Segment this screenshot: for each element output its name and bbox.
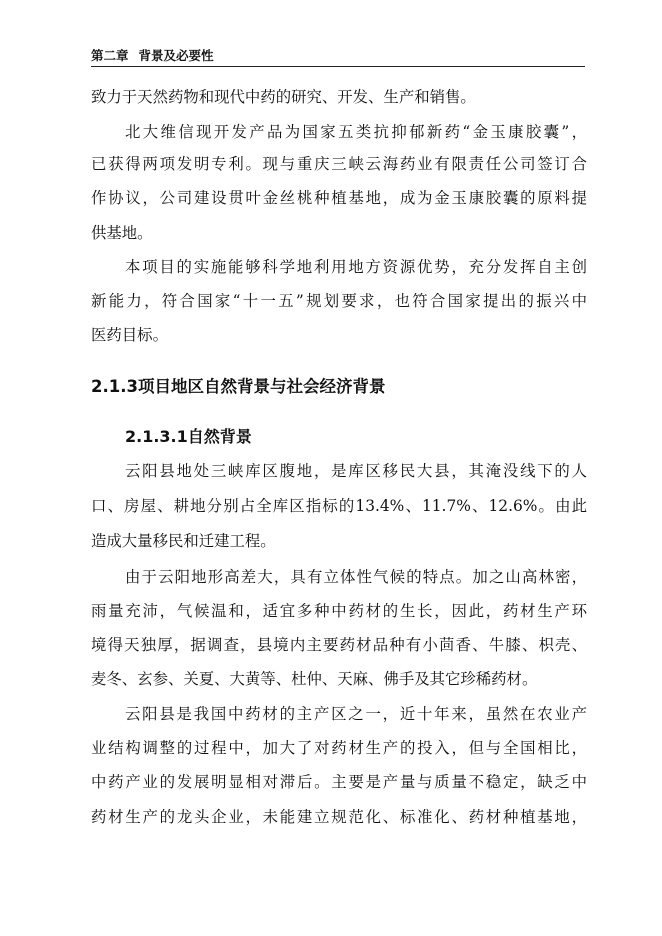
- subsection-heading: 2.1.3.1自然背景: [125, 427, 252, 446]
- paragraph-line: 作协议，公司建设贯叶金丝桃种植基地，成为金玉康胶囊的原料提: [91, 189, 587, 207]
- paragraph-line: 口、房屋、耕地分别占全库区指标的13.4%、11.7%、12.6%。由此: [91, 497, 587, 515]
- paragraph-line: 雨量充沛，气候温和，适宜多种中药材的生长，因此，药材生产环: [91, 602, 587, 620]
- paragraph-line: 中药产业的发展明显相对滞后。主要是产量与质量不稳定，缺乏中: [91, 773, 587, 791]
- paragraph-line: 北大维信现开发产品为国家五类抗抑郁新药“金玉康胶囊”，: [125, 123, 587, 141]
- paragraph-line: 由于云阳地形高差大，具有立体性气候的特点。加之山高林密，: [125, 568, 587, 586]
- paragraph-line: 麦冬、玄参、关夏、大黄等、杜仲、天麻、佛手及其它珍稀药材。: [91, 670, 538, 688]
- section-heading: 2.1.3项目地区自然背景与社会经济背景: [91, 377, 386, 396]
- header-chapter: 第二章: [91, 48, 129, 63]
- header-title: 背景及必要性: [138, 48, 214, 63]
- paragraph-line: 已获得两项发明专利。现与重庆三峡云海药业有限责任公司签订合: [91, 155, 587, 173]
- paragraph-line: 医药目标。: [91, 326, 168, 344]
- paragraph-line: 境得天独厚，据调查，县境内主要药材品种有小茴香、牛膝、枳壳、: [91, 636, 587, 654]
- paragraph-line: 新能力，符合国家“十一五”规划要求，也符合国家提出的振兴中: [91, 292, 587, 310]
- paragraph-line: 供基地。: [91, 224, 153, 242]
- paragraph-line: 本项目的实施能够科学地利用地方资源优势，充分发挥自主创: [125, 258, 587, 276]
- paragraph-line: 业结构调整的过程中，加大了对药材生产的投入，但与全国相比，: [91, 739, 587, 757]
- paragraph-line: 药材生产的龙头企业，未能建立规范化、标准化、药材种植基地，: [91, 808, 587, 826]
- paragraph-line: 云阳县地处三峡库区腹地，是库区移民大县，其淹没线下的人: [125, 462, 587, 480]
- paragraph-line: 致力于天然药物和现代中药的研究、开发、生产和销售。: [91, 88, 476, 106]
- paragraph-line: 造成大量移民和迁建工程。: [91, 532, 276, 550]
- paragraph-line: 云阳县是我国中药材的主产区之一，近十年来，虽然在农业产: [125, 705, 587, 723]
- running-header: [91, 46, 585, 67]
